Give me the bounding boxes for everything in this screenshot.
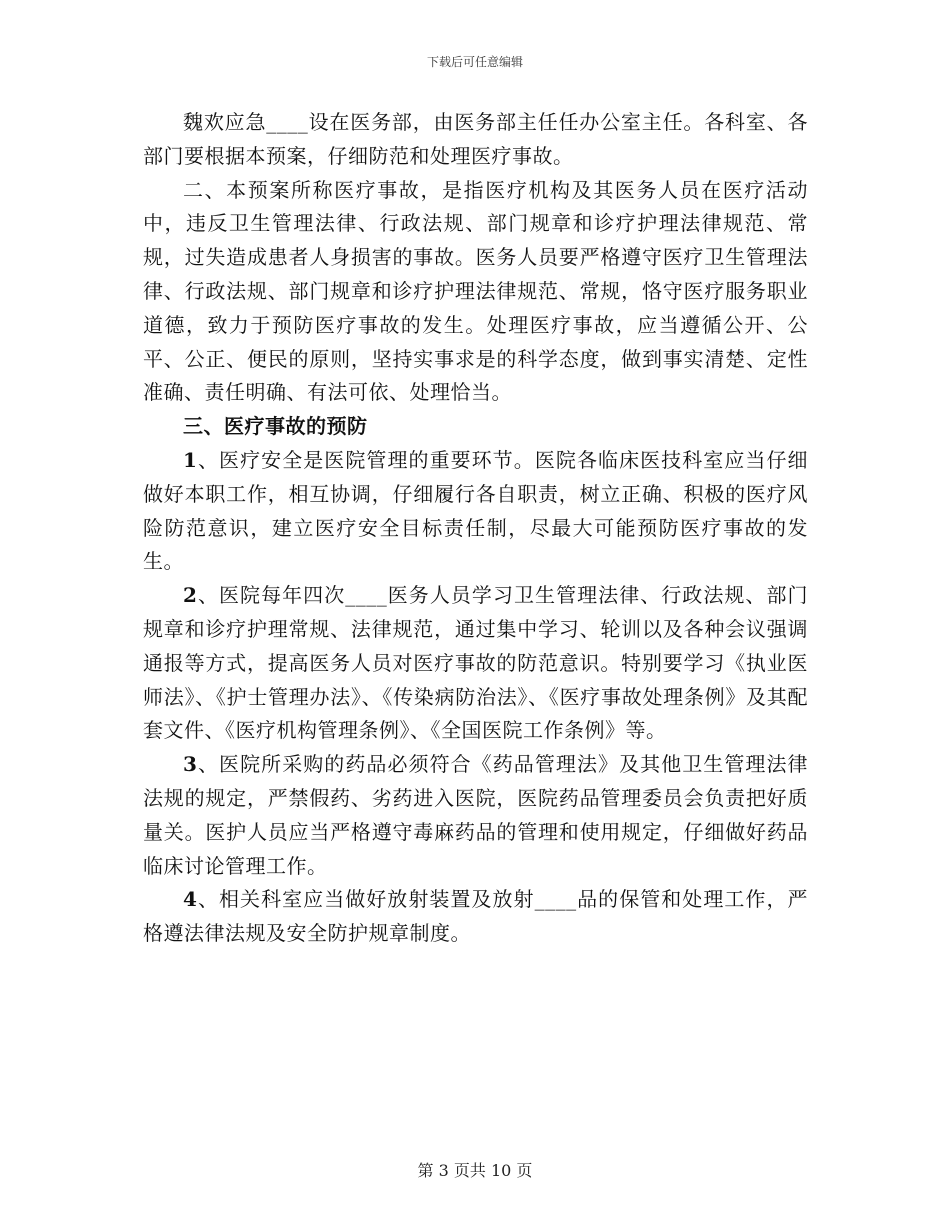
paragraph-text: 、相关科室应当做好放射装置及放射____品的保管和处理工作，严格遵法律法规及安全防护规章制度。 (143, 887, 808, 946)
item-number: 2 (183, 583, 198, 608)
heading-text: 三、医疗事故的预防 (183, 414, 368, 439)
item-number: 1 (183, 447, 198, 472)
page-number-footer: 第 3 页共 10 页 (417, 1161, 533, 1180)
paragraph-item-2 (143, 579, 808, 748)
paragraph-item-4 (143, 883, 808, 951)
paragraph-text: 、医院所采购的药品必须符合《药品管理法》及其他卫生管理法律法规的规定，严禁假药、劣药进入医院，医院药品管理委员会负责把好质量关。医护人员应当严格遵守毒麻药品的管理和使用规定，仔细做好药品临床讨论管理工作。 (143, 752, 808, 878)
paragraph-text: 、医院每年四次____医务人员学习卫生管理法律、行政法规、部门规章和诊疗护理常规、法律规范，通过集中学习、轮训以及各种会议强调通报等方式，提高医务人员对医疗事故的防范意识。特别要学习《执业医师法》、《护士管理办法》、《传染病防治法》、《医疗事故处理条例》及其配套文件、《医疗机构管理条例》、《全国医院工作条例》等。 (143, 583, 808, 743)
paragraph-text: 魏欢应急____设在医务部，由医务部主任任办公室主任。各科室、各部门要根据本预案，仔细防范和处理医疗事故。 (143, 110, 808, 168)
paragraph-office-setup (143, 106, 808, 174)
document-body (143, 106, 808, 951)
page-header: 下载后可任意编辑 (426, 55, 523, 69)
paragraph-item-3 (143, 748, 808, 883)
paragraph-definition (143, 174, 808, 411)
section-heading-prevention (143, 410, 808, 444)
paragraph-item-1 (143, 444, 808, 579)
paragraph-text: 二、本预案所称医疗事故，是指医疗机构及其医务人员在医疗活动中，违反卫生管理法律、行政法规、部门规章和诊疗护理法律规范、常规，过失造成患者人身损害的事故。医务人员要严格遵守医疗卫生管理法律、行政法规、部门规章和诊疗护理法律规范、常规，恪守医疗服务职业道德，致力于预防医疗事故的发生。处理医疗事故，应当遵循公开、公平、公正、便民的原则，坚持实事求是的科学态度，做到事实清楚、定性准确、责任明确、有法可依、处理恰当。 (143, 177, 808, 405)
item-number: 4 (183, 887, 198, 912)
paragraph-text: 、医疗安全是医院管理的重要环节。医院各临床医技科室应当仔细做好本职工作，相互协调，仔细履行各自职责，树立正确、积极的医疗风险防范意识，建立医疗安全目标责任制，尽最大可能预防医疗事故的发生。 (143, 447, 808, 574)
item-number: 3 (183, 752, 198, 777)
